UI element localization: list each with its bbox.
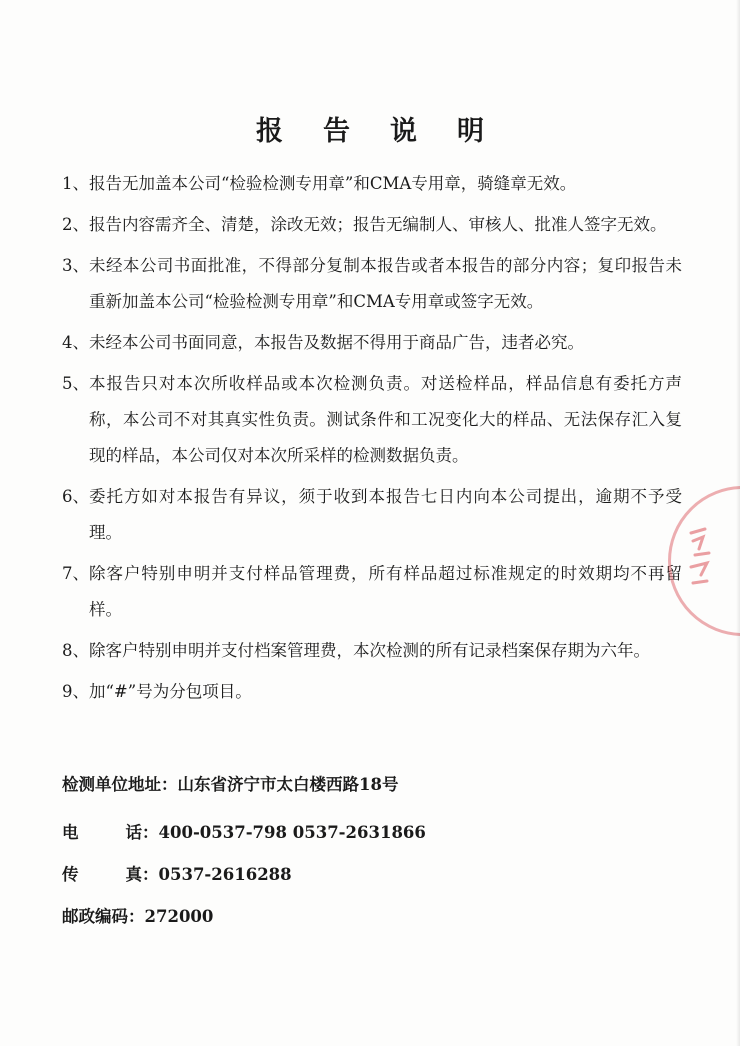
- address-value: 山东省济宁市太白楼西路18号: [177, 775, 399, 794]
- list-item: [62, 248, 682, 320]
- seal-fragment-mark: [685, 525, 725, 595]
- list-item: [62, 633, 682, 669]
- list-item: [62, 556, 682, 628]
- list-item: [62, 479, 682, 551]
- colon: ：: [128, 907, 145, 926]
- colon: ：: [161, 775, 178, 794]
- fax-label-char-2: 真: [125, 865, 142, 884]
- contact-info: [62, 764, 622, 938]
- page-title: 报告说明: [256, 116, 524, 147]
- clause-number: 2、: [62, 215, 89, 234]
- fax-value: 0537-2616288: [158, 865, 292, 884]
- clause-text: 报告无加盖本公司“检验检测专用章”和CMA专用章，骑缝章无效。: [89, 174, 577, 193]
- fax-row: [62, 854, 622, 896]
- clause-text: 除客户特别申明并支付样品管理费，所有样品超过标准规定的时效期均不再留样。: [89, 564, 682, 619]
- postcode-label: 邮政编码: [62, 907, 128, 926]
- clause-number: 8、: [62, 641, 89, 660]
- clause-text: 加“#”号为分包项目。: [89, 682, 252, 701]
- list-item: [62, 366, 682, 474]
- page-edge-shadow: [736, 0, 740, 1046]
- address-label: 检测单位地址: [62, 775, 161, 794]
- clause-text: 报告内容需齐全、清楚，涂改无效；报告无编制人、审核人、批准人签字无效。: [89, 215, 667, 234]
- list-item: [62, 325, 682, 361]
- clause-number: 9、: [62, 682, 89, 701]
- clause-text: 除客户特别申明并支付档案管理费，本次检测的所有记录档案保存期为六年。: [89, 641, 650, 660]
- clause-number: 5、: [62, 374, 89, 393]
- clause-number: 3、: [62, 256, 89, 275]
- postcode-value: 272000: [144, 907, 214, 926]
- clause-text: 本报告只对本次所收样品或本次检测负责。对送检样品，样品信息有委托方声称，本公司不对其真实性负责。测试条件和工况变化大的样品、无法保存汇入复现的样品，本公司仅对本次所采样的检测数据负责。: [89, 374, 682, 465]
- list-item: [62, 207, 682, 243]
- colon: ：: [142, 865, 159, 884]
- fax-label: [62, 854, 142, 896]
- clause-number: 6、: [62, 487, 89, 506]
- clause-number: 7、: [62, 564, 89, 583]
- clause-text: 委托方如对本报告有异议，须于收到本报告七日内向本公司提出，逾期不予受理。: [89, 487, 682, 542]
- clause-text: 未经本公司书面同意，本报告及数据不得用于商品广告，违者必究。: [89, 333, 584, 352]
- clause-list: [62, 166, 682, 715]
- clause-number: 1、: [62, 174, 89, 193]
- list-item: [62, 674, 682, 710]
- clause-number: 4、: [62, 333, 89, 352]
- phone-row: [62, 812, 622, 854]
- phone-label-char-2: 话: [125, 823, 142, 842]
- address-row: [62, 764, 622, 806]
- phone-label: [62, 812, 142, 854]
- fax-label-char-1: 传: [62, 865, 79, 884]
- phone-value: 400-0537-798 0537-2631866: [158, 823, 426, 842]
- colon: ：: [142, 823, 159, 842]
- list-item: [62, 166, 682, 202]
- clause-text: 未经本公司书面批准，不得部分复制本报告或者本报告的部分内容；复印报告未重新加盖本公司“检验检测专用章”和CMA专用章或签字无效。: [89, 256, 682, 311]
- postcode-row: [62, 896, 622, 938]
- phone-label-char-1: 电: [62, 823, 79, 842]
